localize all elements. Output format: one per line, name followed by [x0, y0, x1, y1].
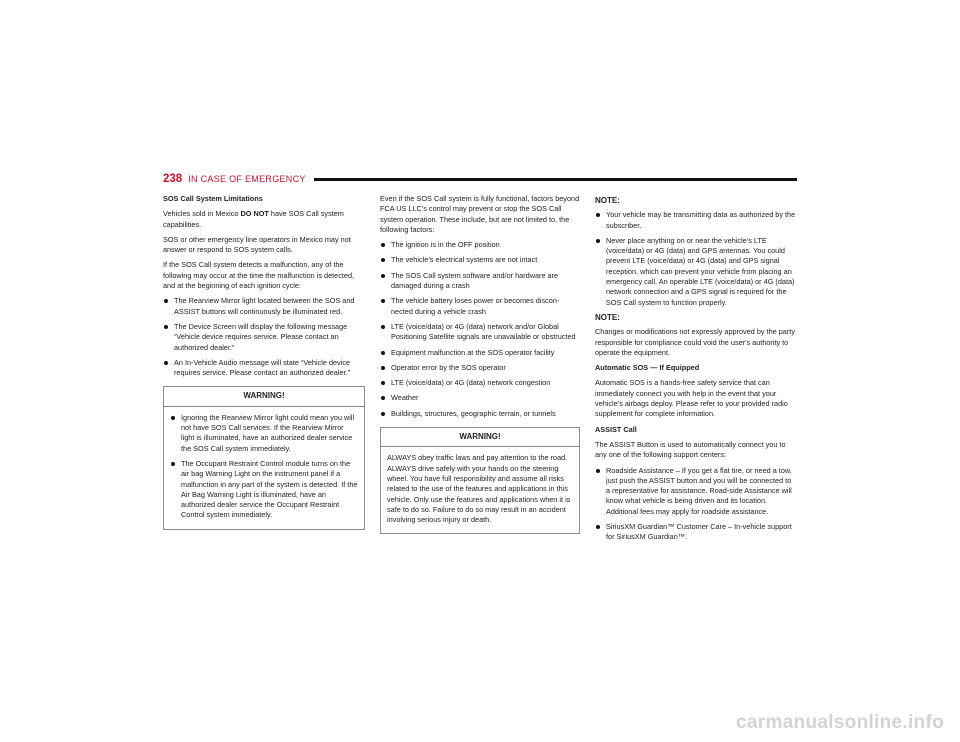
automatic-sos-heading: Automatic SOS — If Equipped	[595, 363, 700, 373]
list-item: Roadside Assistance – If you get a flat tire, or need a tow, just push the ASSIST button and you will be connected to a representative for assistance. Road-side Assistance will know what vehicle is being driven and its location. Additional fees may apply for roadside assistance.	[595, 466, 797, 517]
factors-intro: Even if the SOS Call system is fully functional, factors beyond FCA US LLC’s control may prevent or stop the SOS Call system operation. These include, but are not limited to, the following factors:	[380, 194, 580, 234]
list-item: Equipment malfunction at the SOS operator facility	[380, 348, 580, 358]
list-item: The ignition is in the OFF position	[380, 240, 580, 250]
section-title: IN CASE OF EMERGENCY	[188, 174, 306, 184]
list-item: Weather	[380, 393, 580, 403]
list-item: The Rearview Mirror light located between the SOS and ASSIST buttons will continuously be illuminated red.	[163, 296, 365, 317]
warning-title: WARNING!	[381, 428, 579, 447]
list-item: The Device Screen will display the following message “Vehicle device requires service. Please contact an authorized dealer.”	[163, 322, 365, 353]
operators-paragraph: SOS or other emergency line operators in Mexico may not answer or respond to SOS system calls.	[163, 234, 351, 255]
assist-call-heading: ASSIST Call	[595, 424, 637, 434]
note-text: Changes or modifications not expressly approved by the party responsible for compliance could void the user's authority to operate the equipment.	[595, 327, 795, 357]
list-item: The SOS Call system software and/or hardware are damaged during a crash	[380, 271, 580, 292]
note-label: NOTE:	[595, 312, 620, 322]
malfunction-list	[163, 296, 365, 378]
warning-title: WARNING!	[164, 387, 364, 406]
warning-text: ALWAYS obey traffic laws and pay attention to the road. ALWAYS drive safely with your hands on the steering wheel. You have full responsibility and assume all risks related to the use of the features and applications in this vehicle. Only use the features and applications when it is safe to do so. Failure to do so may result in an accident involving serious injury or death.	[387, 453, 571, 525]
list-item: The vehicle battery loses power or becomes discon-nected during a vehicle crash	[380, 296, 580, 317]
factors-list	[380, 240, 580, 419]
list-item: The vehicle’s electrical systems are not intact	[380, 255, 580, 265]
list-item: Your vehicle may be transmitting data as authorized by the subscriber.	[595, 210, 797, 231]
list-item: Buildings, structures, geographic terrain, or tunnels	[380, 409, 580, 419]
header-rule	[314, 178, 797, 181]
sos-limitations-heading: SOS Call System Limitations	[163, 194, 263, 203]
list-item: An In-Vehicle Audio message will state “Vehicle device requires service. Please contact an authorized dealer.”	[163, 358, 365, 379]
automatic-sos-text: Automatic SOS is a hands-free safety service that can immediately connect you with help in the event that your vehicle’s airbags deploy. Please refer to your provided radio supplement for complete information.	[595, 378, 788, 419]
list-item: LTE (voice/data) or 4G (data) network and/or Global Positioning Satellite signals are unavailable or obstructed	[380, 322, 580, 343]
watermark: carmanualsonline.info	[736, 712, 944, 733]
assist-list	[595, 466, 797, 543]
list-item: SiriusXM Guardian™ Customer Care – In-vehicle support for SiriusXM Guardian™.	[595, 522, 797, 543]
warning-box	[380, 427, 580, 534]
list-item: Operator error by the SOS operator	[380, 363, 580, 373]
warning-box	[163, 386, 365, 529]
column-1	[163, 194, 365, 530]
page-number: 238	[163, 173, 183, 185]
page-header	[163, 170, 797, 188]
note-label: NOTE:	[595, 196, 620, 205]
malfunction-paragraph: If the SOS Call system detects a malfunction, any of the following may occur at the time the malfunction is detected, and at the beginning of each ignition cycle:	[163, 260, 355, 291]
warning-list	[170, 413, 358, 521]
assist-call-text: The ASSIST Button is used to automatically connect you to any one of the following support centers:	[595, 439, 786, 460]
mexico-paragraph: Vehicles sold in Mexico DO NOT have SOS Call system capabilities.	[163, 209, 344, 229]
column-3	[595, 194, 797, 548]
list-item: Never place anything on or near the vehicle’s LTE (voice/data) or 4G (data) and GPS antennas. You could prevent LTE (voice/data) or 4G (data) and GPS signal reception, which can prevent your vehicle from placing an emergency call. An operable LTE (voice/data) or 4G (data) network connection and a GPS signal is required for the SOS Call system to function properly.	[595, 236, 797, 308]
column-2	[380, 194, 580, 534]
list-item: The Occupant Restraint Control module turns on the air bag Warning Light on the instrument panel if a malfunction in any part of the system is detected. If the Air Bag Warning Light is illuminated, have an authorized dealer service the Occupant Restraint Control system immediately.	[170, 459, 358, 521]
note-list	[595, 210, 797, 308]
list-item: Ignoring the Rearview Mirror light could mean you will not have SOS Call services. If the Rearview Mirror light is illuminated, have an authorized dealer service the SOS Call system immediately.	[170, 413, 358, 454]
list-item: LTE (voice/data) or 4G (data) network congestion	[380, 378, 580, 388]
